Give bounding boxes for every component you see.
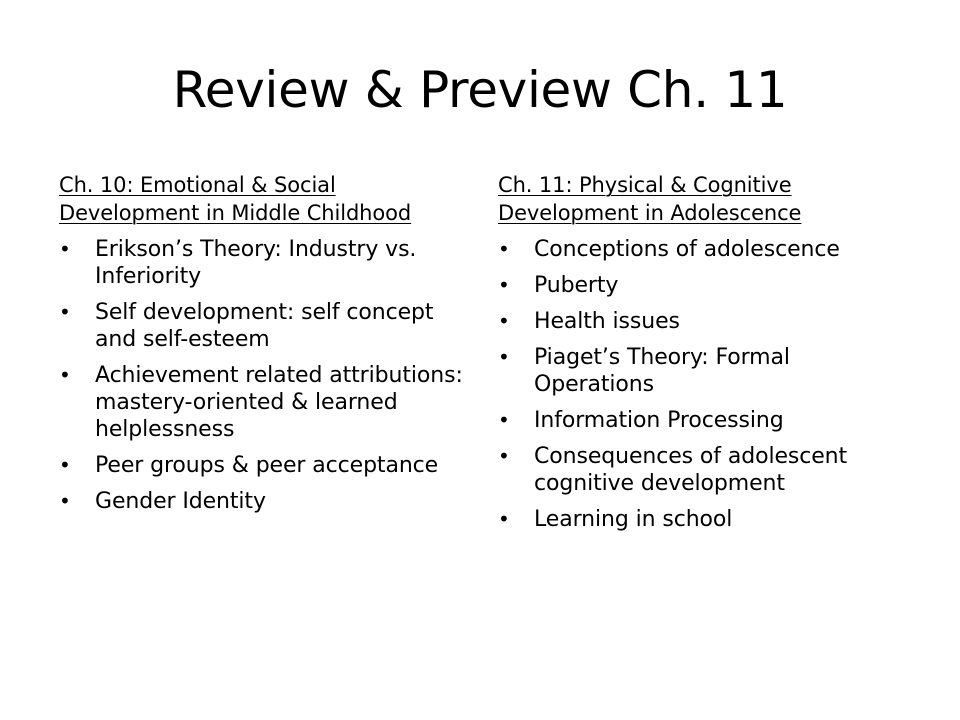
list-item <box>498 272 908 299</box>
list-item <box>498 344 908 398</box>
right-column <box>498 171 908 533</box>
list-item-text: Achievement related attributions: mastery-oriented & learned helplessness <box>95 363 463 442</box>
list-item <box>498 236 908 263</box>
list-item <box>59 362 469 443</box>
list-item-text: Erikson’s Theory: Industry vs. Inferiority <box>95 237 417 289</box>
bullet-icon: • <box>498 309 510 333</box>
list-item-text: Gender Identity <box>95 489 266 514</box>
left-column-heading: Ch. 10: Emotional & Social Development in Middle Childhood <box>59 173 412 225</box>
list-item-text: Learning in school <box>534 507 733 532</box>
slide-title: Review & Preview Ch. 11 <box>172 61 788 119</box>
right-column-heading: Ch. 11: Physical & Cognitive Development in Adolescence <box>498 173 802 225</box>
list-item <box>498 506 908 533</box>
left-column <box>59 171 469 515</box>
list-item <box>59 236 469 290</box>
list-item <box>59 452 469 479</box>
bullet-icon: • <box>59 237 71 261</box>
right-bullet-list <box>498 236 908 533</box>
list-item-text: Consequences of adolescent cognitive development <box>534 444 848 496</box>
bullet-icon: • <box>498 237 510 261</box>
left-bullet-list <box>59 236 469 515</box>
list-item <box>59 488 469 515</box>
list-item <box>498 443 908 497</box>
list-item-text: Self development: self concept and self-esteem <box>95 300 434 352</box>
list-item-text: Information Processing <box>534 408 784 433</box>
list-item-text: Conceptions of adolescence <box>534 237 840 262</box>
bullet-icon: • <box>59 489 71 513</box>
bullet-icon: • <box>59 363 71 387</box>
bullet-icon: • <box>59 300 71 324</box>
list-item-text: Health issues <box>534 309 680 334</box>
bullet-icon: • <box>498 507 510 531</box>
list-item-text: Peer groups & peer acceptance <box>95 453 439 478</box>
list-item <box>498 308 908 335</box>
list-item <box>498 407 908 434</box>
bullet-icon: • <box>59 453 71 477</box>
bullet-icon: • <box>498 408 510 432</box>
bullet-icon: • <box>498 273 510 297</box>
bullet-icon: • <box>498 444 510 468</box>
bullet-icon: • <box>498 345 510 369</box>
list-item-text: Piaget’s Theory: Formal Operations <box>534 345 790 397</box>
list-item <box>59 299 469 353</box>
list-item-text: Puberty <box>534 273 619 298</box>
